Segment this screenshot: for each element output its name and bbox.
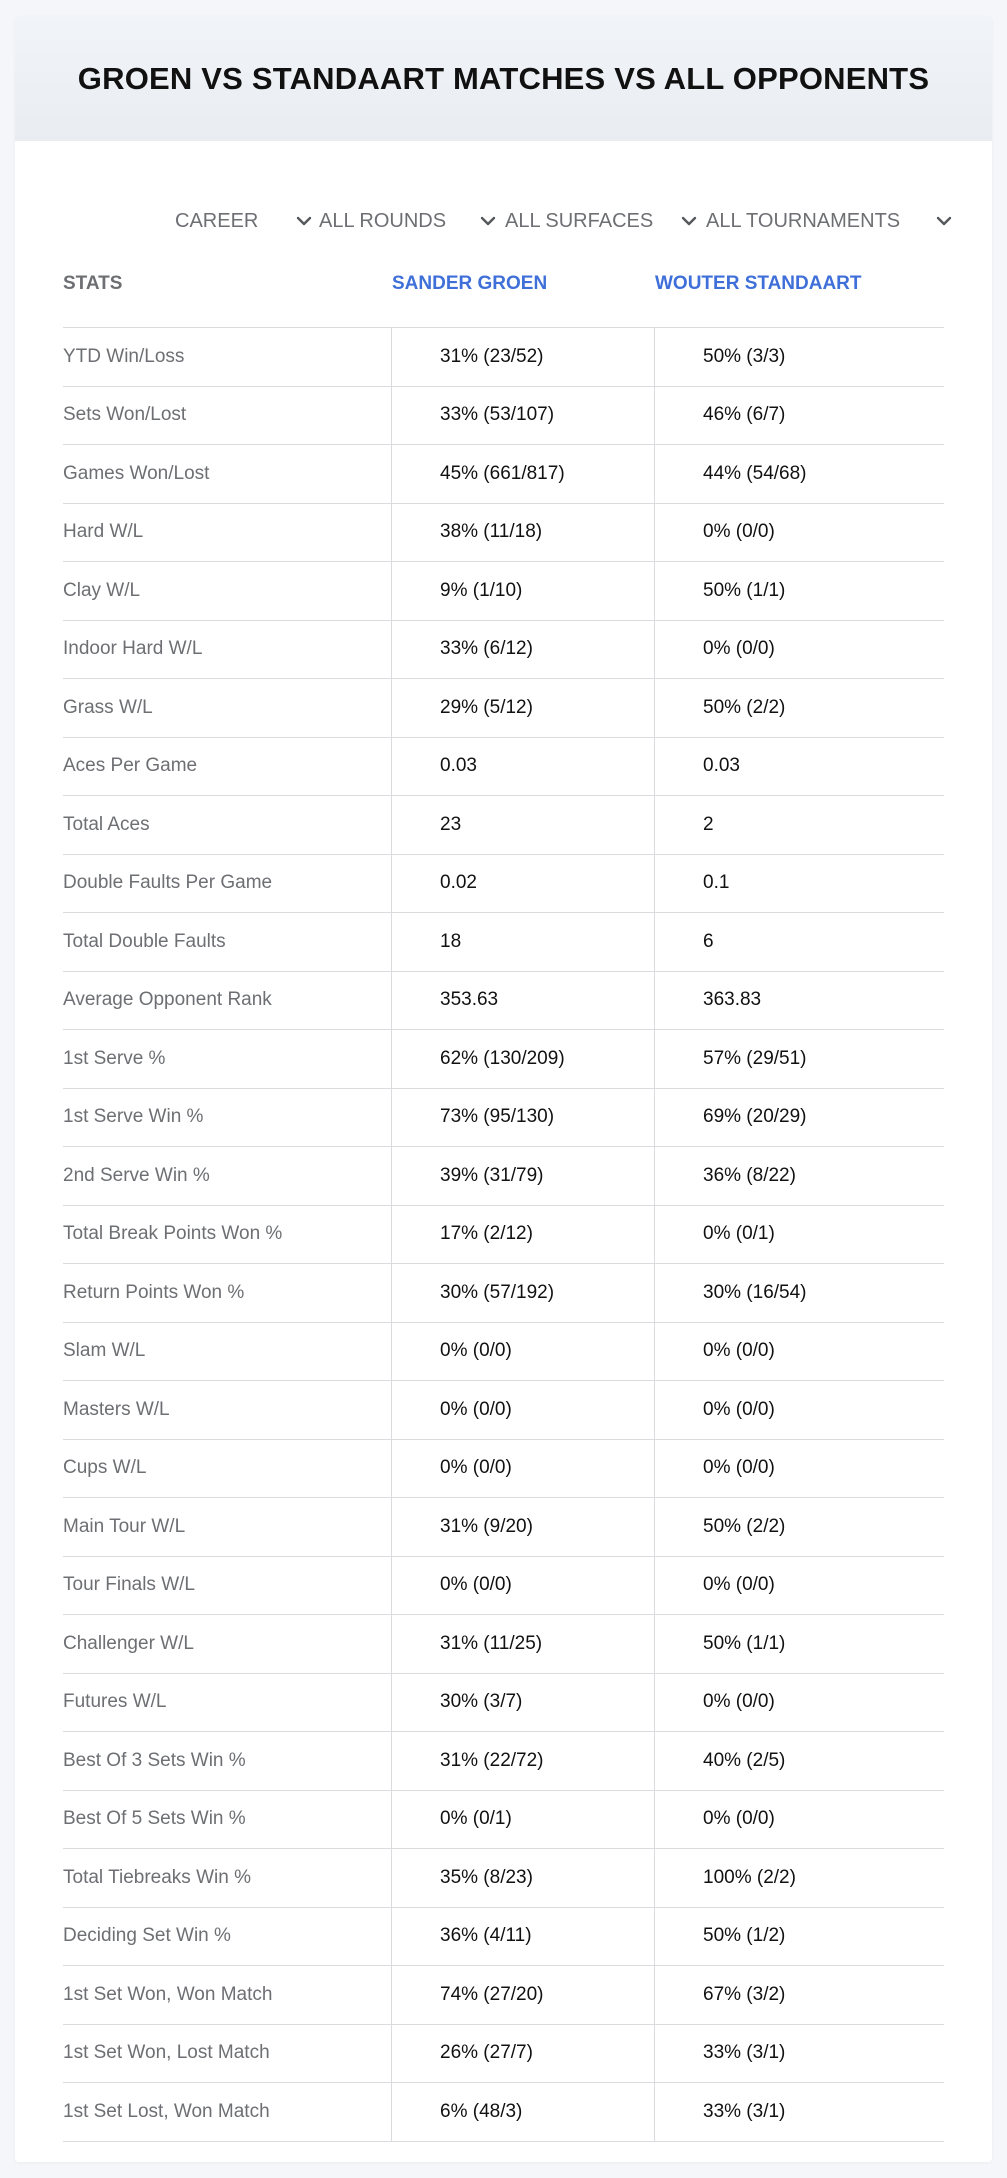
table-row bbox=[63, 1791, 944, 1850]
stats-column-header: STATS bbox=[63, 272, 123, 294]
player1-value: 0% (0/0) bbox=[391, 1323, 654, 1381]
player2-value: 46% (6/7) bbox=[654, 387, 944, 445]
chevron-down-icon bbox=[933, 210, 955, 232]
player2-value: 0% (0/0) bbox=[654, 1557, 944, 1615]
player1-value: 0.03 bbox=[391, 738, 654, 796]
player1-value: 26% (27/7) bbox=[391, 2025, 654, 2083]
player2-value: 50% (1/1) bbox=[654, 562, 944, 620]
player2-value: 69% (20/29) bbox=[654, 1089, 944, 1147]
player2-value: 50% (2/2) bbox=[654, 1498, 944, 1556]
player2-value: 33% (3/1) bbox=[654, 2083, 944, 2141]
table-row bbox=[63, 504, 944, 563]
player2-column-header[interactable]: WOUTER STANDAART bbox=[655, 272, 862, 294]
table-row bbox=[63, 796, 944, 855]
player1-value: 31% (22/72) bbox=[391, 1732, 654, 1790]
stat-label: Games Won/Lost bbox=[63, 462, 210, 484]
table-row bbox=[63, 1849, 944, 1908]
table-row bbox=[63, 913, 944, 972]
player1-value: 39% (31/79) bbox=[391, 1147, 654, 1205]
player1-value: 18 bbox=[391, 913, 654, 971]
table-row bbox=[63, 1908, 944, 1967]
player2-value: 100% (2/2) bbox=[654, 1849, 944, 1907]
player1-value: 9% (1/10) bbox=[391, 562, 654, 620]
player1-value: 74% (27/20) bbox=[391, 1966, 654, 2024]
career-dropdown[interactable] bbox=[175, 186, 315, 256]
table-row bbox=[63, 738, 944, 797]
stat-label: Best Of 3 Sets Win % bbox=[63, 1749, 246, 1771]
stat-label: Masters W/L bbox=[63, 1398, 170, 1420]
table-row bbox=[63, 679, 944, 738]
player2-value: 0% (0/0) bbox=[654, 1791, 944, 1849]
chevron-down-icon bbox=[477, 210, 499, 232]
player2-value: 0% (0/1) bbox=[654, 1206, 944, 1264]
table-row bbox=[63, 1440, 944, 1499]
player2-value: 50% (1/2) bbox=[654, 1908, 944, 1966]
stat-label: 1st Serve % bbox=[63, 1047, 166, 1069]
table-row bbox=[63, 2025, 944, 2084]
table-body bbox=[63, 328, 944, 2142]
stats-card bbox=[15, 16, 992, 2162]
stat-label: Indoor Hard W/L bbox=[63, 638, 203, 660]
table-row bbox=[63, 1966, 944, 2025]
table-row bbox=[63, 1147, 944, 1206]
table-row bbox=[63, 855, 944, 914]
player2-value: 50% (1/1) bbox=[654, 1615, 944, 1673]
player1-value: 17% (2/12) bbox=[391, 1206, 654, 1264]
player1-value: 36% (4/11) bbox=[391, 1908, 654, 1966]
table-header bbox=[63, 256, 944, 328]
career-dropdown-label: CAREER bbox=[175, 209, 259, 232]
player1-value: 6% (48/3) bbox=[391, 2083, 654, 2141]
table-row bbox=[63, 1030, 944, 1089]
table-row bbox=[63, 2083, 944, 2142]
player2-value: 33% (3/1) bbox=[654, 2025, 944, 2083]
stat-label: Tour Finals W/L bbox=[63, 1574, 195, 1596]
player2-value: 36% (8/22) bbox=[654, 1147, 944, 1205]
player2-value: 0.1 bbox=[654, 855, 944, 913]
player2-value: 0% (0/0) bbox=[654, 1440, 944, 1498]
rounds-dropdown[interactable] bbox=[319, 186, 499, 256]
stats-table bbox=[63, 256, 944, 2142]
stat-label: 2nd Serve Win % bbox=[63, 1164, 210, 1186]
stat-label: Hard W/L bbox=[63, 521, 144, 543]
stat-label: Sets Won/Lost bbox=[63, 404, 187, 426]
player1-value: 31% (9/20) bbox=[391, 1498, 654, 1556]
player2-value: 6 bbox=[654, 913, 944, 971]
player1-value: 62% (130/209) bbox=[391, 1030, 654, 1088]
table-row bbox=[63, 1381, 944, 1440]
stat-label: Return Points Won % bbox=[63, 1281, 245, 1303]
player1-value: 0% (0/0) bbox=[391, 1440, 654, 1498]
player1-value: 353.63 bbox=[391, 972, 654, 1030]
player2-value: 67% (3/2) bbox=[654, 1966, 944, 2024]
player2-value: 0% (0/0) bbox=[654, 504, 944, 562]
stat-label: Deciding Set Win % bbox=[63, 1925, 231, 1947]
player2-value: 363.83 bbox=[654, 972, 944, 1030]
tournaments-dropdown[interactable] bbox=[706, 186, 955, 256]
chevron-down-icon bbox=[678, 210, 700, 232]
stat-label: Futures W/L bbox=[63, 1691, 167, 1713]
player1-value: 33% (53/107) bbox=[391, 387, 654, 445]
player2-value: 2 bbox=[654, 796, 944, 854]
card-header bbox=[15, 16, 992, 141]
player2-value: 0% (0/0) bbox=[654, 1381, 944, 1439]
player1-value: 73% (95/130) bbox=[391, 1089, 654, 1147]
stat-label: Challenger W/L bbox=[63, 1632, 194, 1654]
player2-value: 0.03 bbox=[654, 738, 944, 796]
table-row bbox=[63, 387, 944, 446]
stat-label: Double Faults Per Game bbox=[63, 872, 273, 894]
table-row bbox=[63, 1674, 944, 1733]
player2-value: 50% (2/2) bbox=[654, 679, 944, 737]
table-row bbox=[63, 1264, 944, 1323]
player2-value: 57% (29/51) bbox=[654, 1030, 944, 1088]
player2-value: 0% (0/0) bbox=[654, 1674, 944, 1732]
stat-label: Aces Per Game bbox=[63, 755, 198, 777]
player1-value: 30% (3/7) bbox=[391, 1674, 654, 1732]
tournaments-dropdown-label: ALL TOURNAMENTS bbox=[706, 209, 901, 232]
stat-label: 1st Set Won, Won Match bbox=[63, 1983, 273, 2005]
stat-label: Cups W/L bbox=[63, 1457, 147, 1479]
player1-value: 31% (23/52) bbox=[391, 328, 654, 386]
stat-label: Grass W/L bbox=[63, 696, 153, 718]
player2-value: 50% (3/3) bbox=[654, 328, 944, 386]
stat-label: Slam W/L bbox=[63, 1340, 146, 1362]
player2-value: 44% (54/68) bbox=[654, 445, 944, 503]
player1-value: 38% (11/18) bbox=[391, 504, 654, 562]
table-row bbox=[63, 1089, 944, 1148]
surfaces-dropdown[interactable] bbox=[505, 186, 700, 256]
table-row bbox=[63, 1498, 944, 1557]
stat-label: Main Tour W/L bbox=[63, 1515, 186, 1537]
table-row bbox=[63, 1323, 944, 1382]
stat-label: Best Of 5 Sets Win % bbox=[63, 1808, 246, 1830]
player1-value: 0.02 bbox=[391, 855, 654, 913]
table-row bbox=[63, 445, 944, 504]
player1-value: 31% (11/25) bbox=[391, 1615, 654, 1673]
player1-value: 45% (661/817) bbox=[391, 445, 654, 503]
table-row bbox=[63, 328, 944, 387]
stat-label: Total Aces bbox=[63, 813, 150, 835]
stat-label: YTD Win/Loss bbox=[63, 345, 185, 367]
table-row bbox=[63, 562, 944, 621]
player1-value: 33% (6/12) bbox=[391, 621, 654, 679]
player1-value: 35% (8/23) bbox=[391, 1849, 654, 1907]
table-row bbox=[63, 1615, 944, 1674]
table-row bbox=[63, 1732, 944, 1791]
player1-value: 29% (5/12) bbox=[391, 679, 654, 737]
surfaces-dropdown-label: ALL SURFACES bbox=[505, 209, 654, 232]
player2-value: 40% (2/5) bbox=[654, 1732, 944, 1790]
stat-label: 1st Set Lost, Won Match bbox=[63, 2100, 270, 2122]
chevron-down-icon bbox=[293, 210, 315, 232]
player1-value: 23 bbox=[391, 796, 654, 854]
table-row bbox=[63, 1206, 944, 1265]
player1-value: 30% (57/192) bbox=[391, 1264, 654, 1322]
page-title: GROEN VS STANDAART MATCHES VS ALL OPPONENTS bbox=[77, 60, 930, 96]
stat-label: Total Tiebreaks Win % bbox=[63, 1866, 251, 1888]
stat-label: Average Opponent Rank bbox=[63, 989, 272, 1011]
stat-label: 1st Set Won, Lost Match bbox=[63, 2042, 270, 2064]
player1-column-header[interactable]: SANDER GROEN bbox=[392, 272, 548, 294]
table-row bbox=[63, 972, 944, 1031]
player2-value: 0% (0/0) bbox=[654, 621, 944, 679]
table-row bbox=[63, 1557, 944, 1616]
player1-value: 0% (0/0) bbox=[391, 1381, 654, 1439]
table-row bbox=[63, 621, 944, 680]
player2-value: 30% (16/54) bbox=[654, 1264, 944, 1322]
filter-bar bbox=[15, 186, 992, 256]
player1-value: 0% (0/0) bbox=[391, 1557, 654, 1615]
stat-label: Total Double Faults bbox=[63, 930, 226, 952]
rounds-dropdown-label: ALL ROUNDS bbox=[319, 209, 447, 232]
player1-value: 0% (0/1) bbox=[391, 1791, 654, 1849]
stat-label: Total Break Points Won % bbox=[63, 1223, 283, 1245]
player2-value: 0% (0/0) bbox=[654, 1323, 944, 1381]
stat-label: 1st Serve Win % bbox=[63, 1106, 204, 1128]
stat-label: Clay W/L bbox=[63, 579, 141, 601]
